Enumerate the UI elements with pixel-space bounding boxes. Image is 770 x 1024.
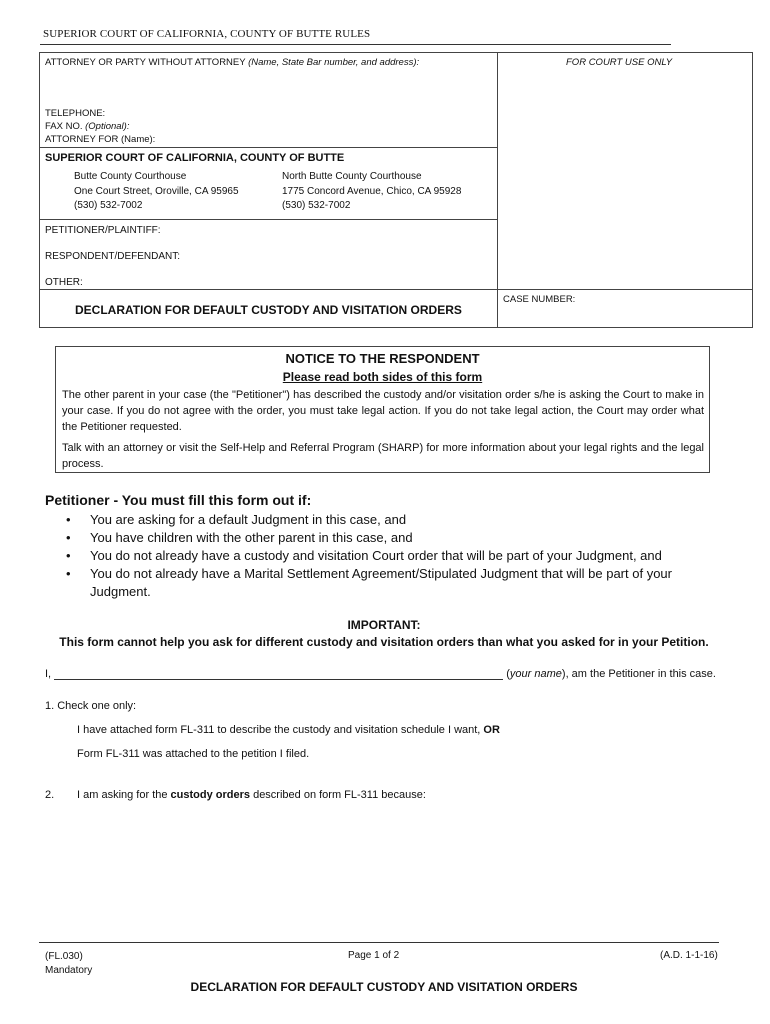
attorney-for-label: ATTORNEY FOR (Name):: [45, 134, 156, 145]
court-section-rule: [39, 147, 498, 148]
petitioner-heading: Petitioner - You must fill this form out if:: [45, 492, 312, 508]
item-1-option-petition[interactable]: Form FL-311 was attached to the petition I filed.: [77, 748, 310, 760]
header-rule: [40, 44, 671, 45]
list-item: • You are asking for a default Judgment in this case, and: [66, 512, 407, 527]
item-2-text: I am asking for the custody orders described on form FL-311 because:: [77, 789, 426, 801]
notice-paragraph-1: The other parent in your case (the "Petitioner") has described the custody and/or visitation order s/he is asking the Court to make in your case. If you do not agree with the order, you must take legal action. If you do not take legal action, the Court may order what the Petitioner requested.: [62, 389, 704, 433]
title-section-rule: [39, 289, 753, 290]
petitioner-label: PETITIONER/PLAINTIFF:: [45, 225, 161, 236]
important-text: This form cannot help you ask for different custody and visitation orders than what you asked for in your Petition.: [59, 635, 709, 649]
footer-rule: [39, 942, 719, 943]
list-item: • You have children with the other parent in this case, and: [66, 530, 413, 545]
footer-form-title: DECLARATION FOR DEFAULT CUSTODY AND VISITATION ORDERS: [190, 980, 578, 994]
courthouse-chico: North Butte County Courthouse 1775 Concord Avenue, Chico, CA 95928 (530) 532-7002: [282, 171, 462, 211]
caption-form-title: DECLARATION FOR DEFAULT CUSTODY AND VISITATION ORDERS: [75, 303, 462, 317]
form-id: (FL.030) Mandatory: [45, 951, 93, 976]
list-item: • You do not already have a Marital Settlement Agreement/Stipulated Judgment that will be part of your Judgment.: [66, 566, 672, 599]
item-1-option-attached[interactable]: I have attached form FL-311 to describe the custody and visitation schedule I want, OR: [77, 724, 500, 736]
item-1-label: 1. Check one only:: [45, 700, 137, 712]
petitioner-conditions-list: [66, 511, 690, 601]
fax-label: FAX NO. (Optional):: [45, 121, 130, 132]
respondent-label: RESPONDENT/DEFENDANT:: [45, 251, 181, 262]
petitioner-statement: I, (your name), am the Petitioner in this case.: [45, 668, 716, 680]
page-number: Page 1 of 2: [348, 950, 400, 961]
case-number-label: CASE NUMBER:: [503, 294, 576, 305]
rules-header: SUPERIOR COURT OF CALIFORNIA, COUNTY OF BUTTE RULES: [43, 28, 371, 40]
list-item: • You do not already have a custody and visitation Court order that will be part of your Judgment, and: [66, 548, 662, 563]
notice-title: NOTICE TO THE RESPONDENT: [285, 351, 480, 366]
court-name: SUPERIOR COURT OF CALIFORNIA, COUNTY OF BUTTE: [45, 152, 345, 164]
custody-reason-field[interactable]: [77, 806, 719, 936]
notice-subtitle: Please read both sides of this form: [282, 370, 483, 384]
other-label: OTHER:: [45, 277, 83, 288]
court-use-label: FOR COURT USE ONLY: [566, 57, 673, 68]
courthouse-oroville: Butte County Courthouse One Court Street, Oroville, CA 95965 (530) 532-7002: [74, 171, 239, 211]
your-name-field[interactable]: [54, 668, 503, 680]
attorney-label: ATTORNEY OR PARTY WITHOUT ATTORNEY (Name, State Bar number, and address):: [45, 57, 420, 68]
revision-date: (A.D. 1-1-16): [660, 950, 718, 961]
notice-paragraph-2: Talk with an attorney or visit the Self-Help and Referral Program (SHARP) for more information about your legal rights and the legal process.: [62, 442, 704, 470]
important-label: IMPORTANT:: [347, 618, 421, 632]
item-2-number: 2.: [45, 789, 55, 801]
telephone-label: TELEPHONE:: [45, 108, 106, 119]
parties-section-rule: [39, 219, 498, 220]
caption-divider: [497, 52, 498, 328]
